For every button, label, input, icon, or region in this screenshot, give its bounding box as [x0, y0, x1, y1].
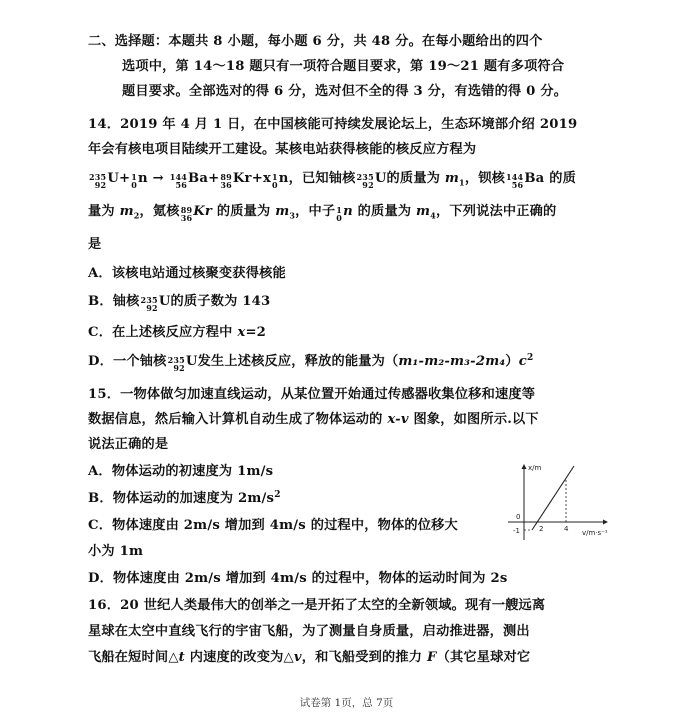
section-line-3: 题目要求。全部选对的得 6 分，选对但不全的得 3 分，有选错的得 0 分。 — [122, 84, 568, 99]
neutron-nuclide: 1 0 n — [131, 171, 148, 190]
q14-line-4: 量为 $m_2$，氪核 89 36 Kr 的质量为 $m_3$，中子 1 0 n 的质量为 $m_4$，下列说法中正确的 — [88, 204, 557, 223]
q14-option-d: D．一个铀核 235 92 U发生上述核反应，释放的能量为$(m_1-m_2-m_3-2m_4)c^2$ — [88, 353, 534, 373]
reaction-arrow: → — [152, 171, 164, 186]
q15-option-c-line-1: C．物体速度由 2m/s 增加到 4m/s 的过程中，物体的位移大 — [88, 518, 458, 533]
y-axis-label: x/m — [528, 464, 542, 472]
q15-line-3: 说法正确的是 — [88, 437, 169, 452]
uranium-nuclide-ref: 235 92 U — [356, 171, 387, 190]
q15-line-2: 数据信息，然后输入计算机自动生成了物体运动的 x-v 图象，如图所示.以下 — [88, 412, 539, 427]
q15-option-c-line-2: 小为 1m — [88, 544, 144, 559]
y-axis-arrow — [522, 464, 527, 469]
q16-line-1: 16．20 世纪人类最伟大的创举之一是开拓了太空的全新领域。现有一艘远离 — [88, 598, 546, 613]
q16-line-2: 星球在太空中直线飞行的宇宙飞船，为了测量自身质量，启动推进器，测出 — [88, 624, 530, 639]
tick-2-label: 2 — [539, 525, 544, 533]
section-line-1: 二、选择题：本题共 8 小题，每小题 6 分，共 48 分。在每小题给出的四个 — [88, 34, 543, 49]
origin-label: 0 — [516, 513, 521, 521]
q15-line-1: 15．一物体做匀加速直线运动，从某位置开始通过传感器收集位移和速度等 — [88, 387, 536, 402]
x-axis-label: v/m·s⁻¹ — [582, 529, 608, 537]
tick-neg1-label: -1 — [513, 527, 520, 535]
q16-line-3: 飞船在短时间△t 内速度的改变为△v，和飞船受到的推力 F（其它星球对它 — [88, 650, 531, 665]
q14-equation-line: 235 92 U+ 1 0 n → 144 56 Ba+ 89 36 Kr+x 1 0 n，已知铀核 235 92 U的质量为 $m_1$，钡核 144 56 Ba 的质 — [89, 171, 576, 190]
x-v-graph — [502, 462, 618, 542]
q14-option-c: C．在上述核反应方程中 x=2 — [88, 325, 267, 340]
q14-line-1: 14．2019 年 4 月 1 日，在中国核能可持续发展论坛上，生态环境部介绍 2019 — [88, 117, 578, 132]
q14-line-2: 年会有核电项目陆续开工建设。某核电站获得核能的核反应方程为 — [88, 142, 477, 157]
uranium-nuclide: 235 92 U — [89, 171, 120, 190]
q15-option-a: A．物体运动的初速度为 1m/s — [88, 464, 274, 479]
q14-option-b: B．铀核 235 92 U的质子数为 143 — [88, 294, 271, 313]
krypton-nuclide: 89 36 Kr — [220, 171, 252, 190]
q14-line-5: 是 — [88, 237, 102, 252]
page-footer: 试卷第 1页，总 7页 — [299, 697, 394, 709]
q14-option-a: A．该核电站通过核聚变获得核能 — [88, 266, 286, 281]
tick-4-label: 4 — [564, 525, 569, 533]
q15-option-d: D．物体速度由 2m/s 增加到 4m/s 的过程中，物体的运动时间为 2s — [88, 571, 508, 586]
x-axis-arrow — [603, 520, 608, 525]
krypton-nuclide-italic: 89 36 Kr — [180, 204, 213, 223]
x-v-line — [532, 466, 574, 530]
barium-nuclide-ref: 144 56 Ba — [506, 171, 545, 190]
barium-nuclide: 144 56 Ba — [169, 171, 209, 190]
section-line-2: 选项中，第 14～18 题只有一项符合题目要求，第 19～21 题有多项符合 — [122, 59, 565, 74]
neutron-italic: 1 0 n — [336, 204, 353, 223]
q15-option-b: B．物体运动的加速度为 $2m/s^2$ — [88, 490, 281, 506]
neutron-product: 1 0 n — [272, 171, 289, 190]
coefficient-x: x — [262, 171, 272, 186]
